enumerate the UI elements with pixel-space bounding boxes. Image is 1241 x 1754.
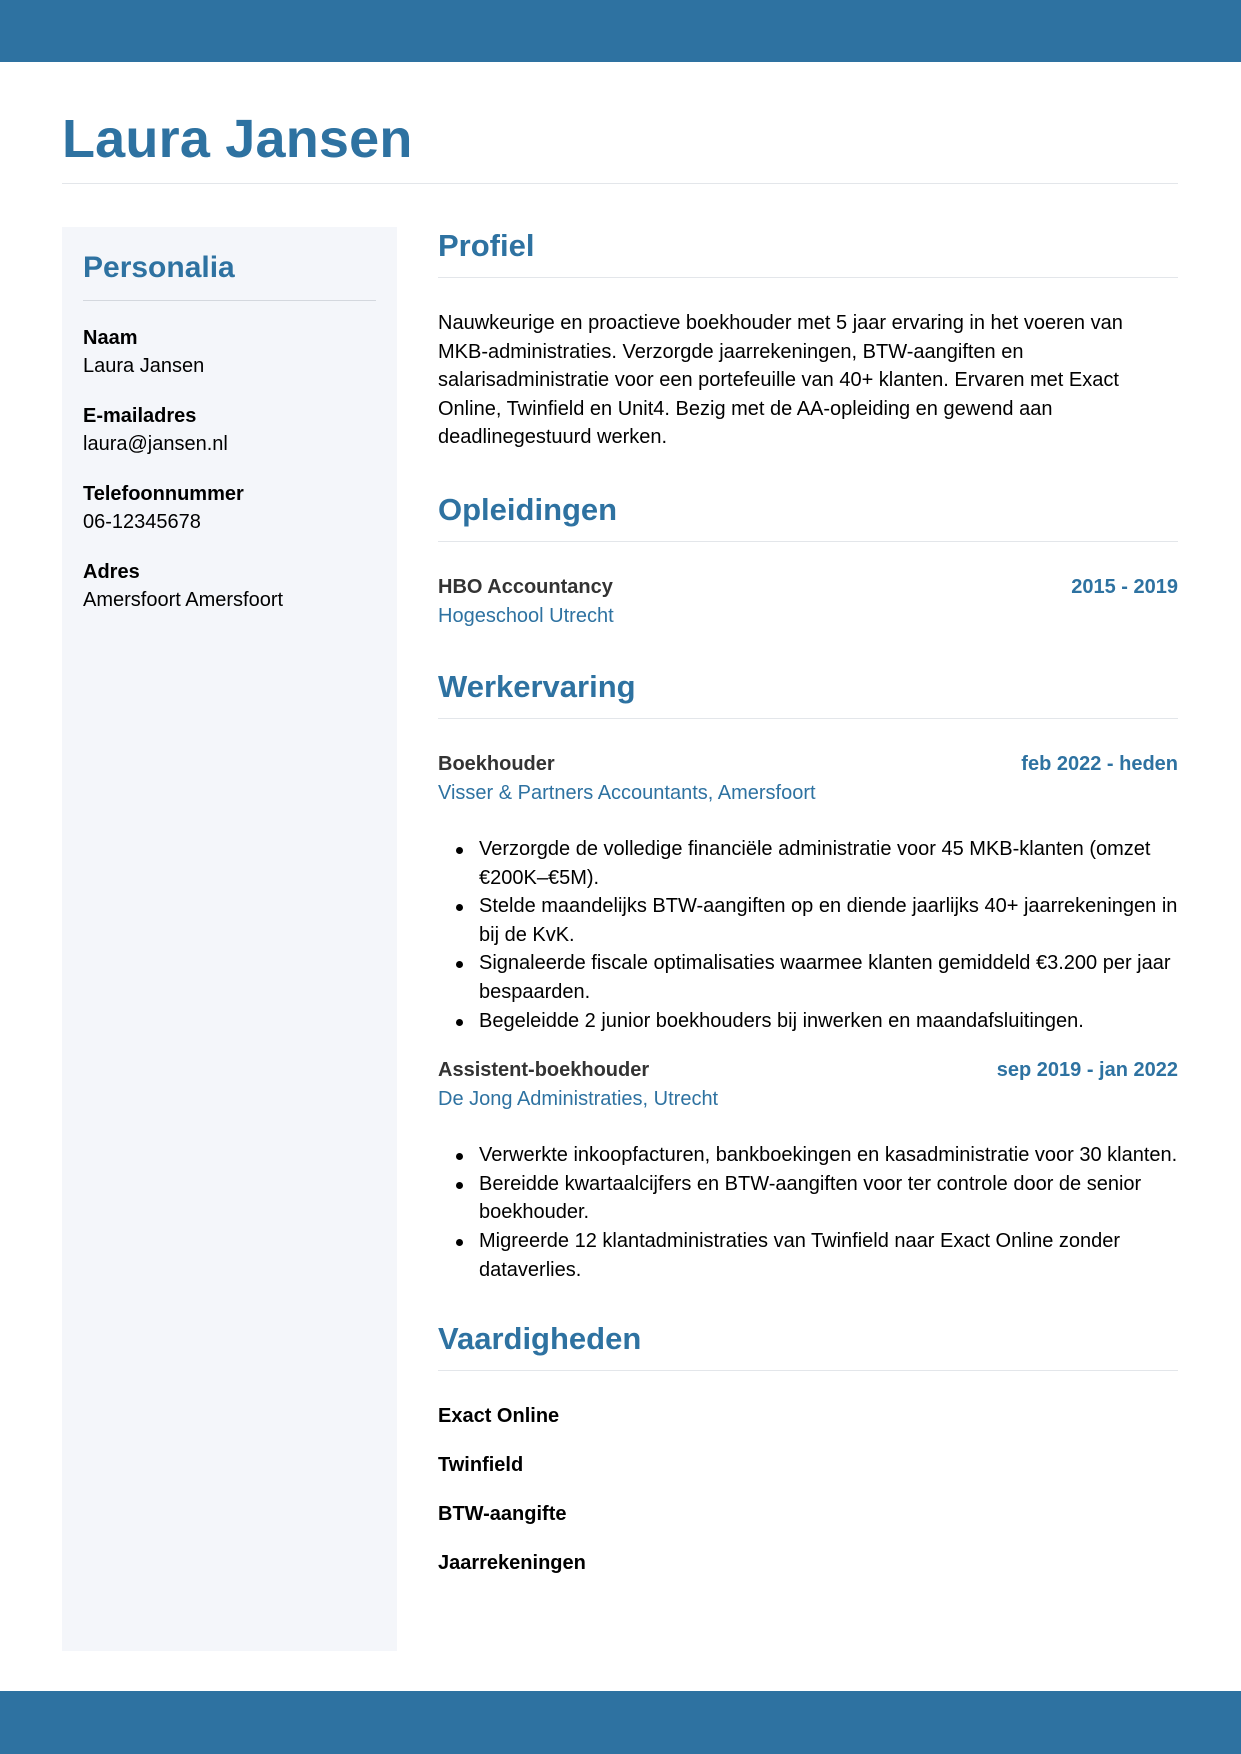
header-band (0, 0, 1241, 62)
skill-item: Exact Online (438, 1405, 560, 1428)
section-divider (438, 277, 1178, 278)
personalia-value: laura@jansen.nl (83, 433, 228, 455)
main-column (438, 225, 1178, 1598)
bullet-item: Stelde maandelijks BTW-aangiften op en diende jaarlijks 40+ jaarrekeningen in bij de KvK. (438, 892, 1178, 949)
opleidingen-title: Opleidingen (438, 491, 618, 527)
education-title: HBO Accountancy (438, 575, 613, 598)
job-date: sep 2019 - jan 2022 (996, 1059, 1178, 1082)
job-entry (438, 750, 1178, 1035)
job-title: Boekhouder (438, 752, 555, 775)
werkervaring-title: Werkervaring (438, 668, 636, 704)
education-date: 2015 - 2019 (1071, 575, 1178, 598)
education-institution: Hogeschool Utrecht (438, 604, 614, 627)
entry-header (438, 573, 1178, 602)
skill-item: BTW-aangifte (438, 1503, 567, 1526)
personalia-label: E-mailadres (83, 405, 197, 427)
personalia-label: Naam (83, 327, 138, 349)
section-divider (438, 541, 1178, 542)
personalia-value: 06-12345678 (83, 511, 201, 533)
personalia-item-naam (83, 324, 376, 380)
footer-band (0, 1691, 1241, 1754)
job-bullets (438, 1141, 1178, 1284)
personalia-value: Amersfoort Amersfoort (83, 589, 284, 611)
vaardigheden-title: Vaardigheden (438, 1321, 642, 1357)
personalia-title: Personalia (83, 251, 235, 284)
vaardigheden-section (438, 1318, 1178, 1577)
personalia-item-email (83, 402, 376, 458)
personalia-label: Telefoonnummer (83, 483, 244, 505)
job-employer: Visser & Partners Accountants, Amersfoort (438, 781, 816, 804)
name-divider (62, 183, 1178, 184)
job-title: Assistent-boekhouder (438, 1059, 650, 1082)
opleidingen-section (438, 489, 1178, 631)
personalia-value: Laura Jansen (83, 355, 205, 377)
personalia-label: Adres (83, 561, 140, 583)
personalia-item-telefoon (83, 480, 376, 536)
personalia-item-adres (83, 558, 376, 614)
bullet-item: Verzorgde de volledige financiële administratie voor 45 MKB-klanten (omzet €200K–€5M). (438, 835, 1178, 892)
sidebar (62, 227, 397, 1651)
job-bullets (438, 835, 1178, 1035)
skill-item: Jaarrekeningen (438, 1552, 586, 1575)
bullet-item: Verwerkte inkoopfacturen, bankboekingen en kasadministratie voor 30 klanten. (438, 1141, 1178, 1170)
job-employer: De Jong Administraties, Utrecht (438, 1088, 719, 1111)
section-divider (438, 718, 1178, 719)
section-divider (438, 1370, 1178, 1371)
bullet-item: Signaleerde fiscale optimalisaties waarmee klanten gemiddeld €3.200 per jaar bespaarden. (438, 949, 1178, 1006)
education-entry (438, 573, 1178, 631)
profiel-text: Nauwkeurige en proactieve boekhouder met 5 jaar ervaring in het voeren van MKB-administraties. Verzorgde jaarrekeningen, BTW-aangiften en salarisadministratie voor een portefeuille van 40+ klanten. Ervaren met Exact Online, Twinfield en Unit4. Bezig met de AA-opleiding en gewend aan deadlinegestuurd werken. (438, 312, 1123, 449)
skill-item: Twinfield (438, 1454, 524, 1477)
bullet-item: Migreerde 12 klantadministraties van Twinfield naar Exact Online zonder dataverlies. (438, 1227, 1178, 1284)
cv-name: Laura Jansen (62, 109, 413, 169)
bullet-item: Bereidde kwartaalcijfers en BTW-aangiften voor ter controle door de senior boekhouder. (438, 1170, 1178, 1227)
profiel-section (438, 225, 1178, 452)
bullet-item: Begeleidde 2 junior boekhouders bij inwerken en maandafsluitingen. (438, 1007, 1178, 1036)
werkervaring-section (438, 666, 1178, 1284)
profiel-title: Profiel (438, 228, 535, 263)
job-entry (438, 1056, 1178, 1284)
job-date: feb 2022 - heden (1021, 752, 1178, 775)
entry-header (438, 750, 1178, 779)
entry-header (438, 1056, 1178, 1085)
personalia-divider (83, 300, 376, 301)
